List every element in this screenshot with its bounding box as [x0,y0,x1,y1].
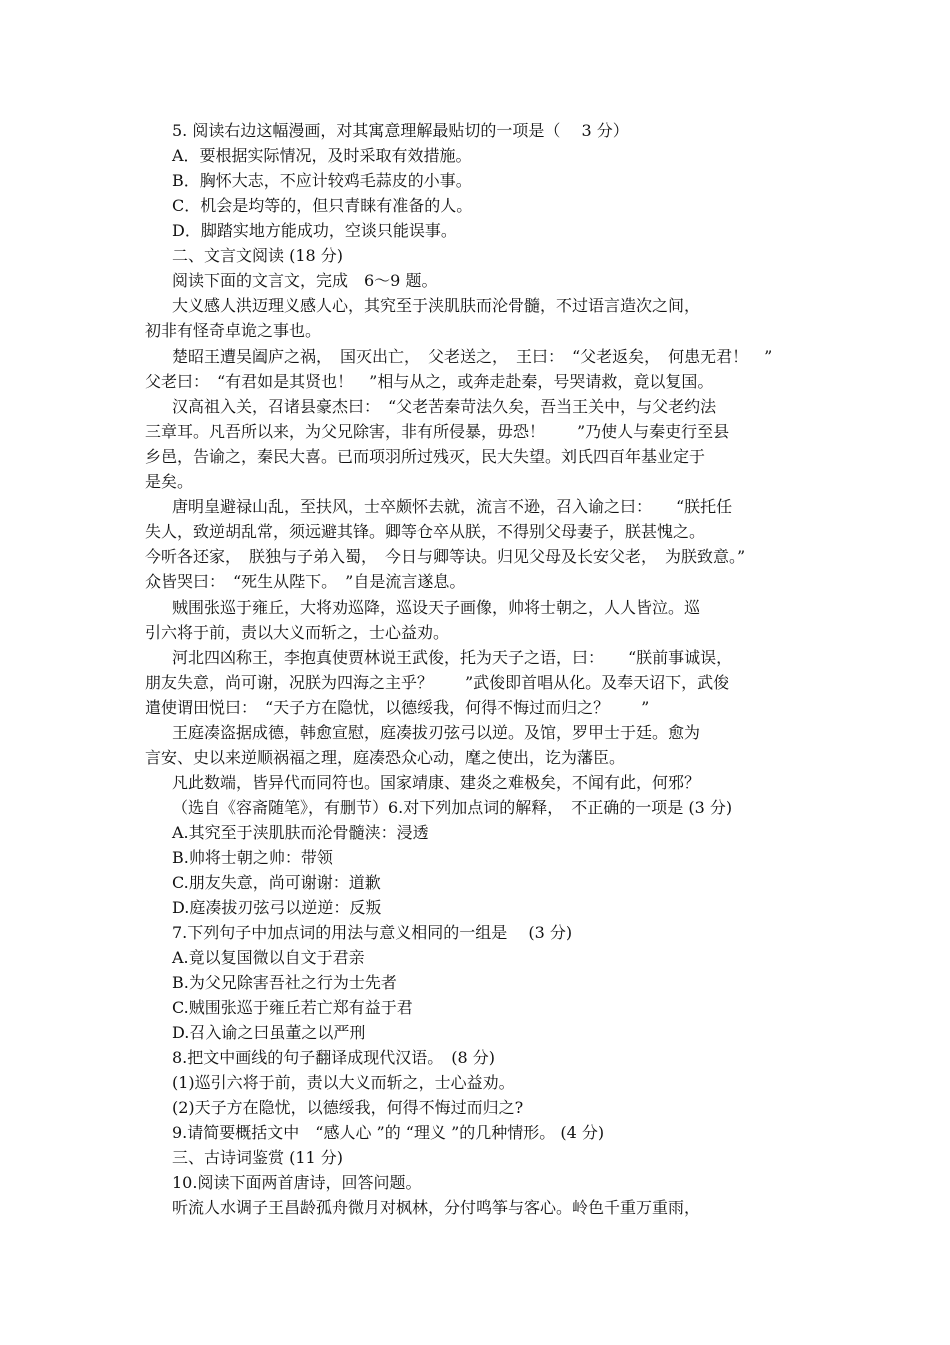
passage-line: 汉高祖入关，召诸县豪杰曰： “父老苦秦苛法久矣，吾当王关中，与父老约法 [172,397,717,416]
passage-line: 是矣。 [145,472,194,491]
passage-line: 失人，致逆胡乱常，须远避其锋。卿等仓卒从朕，不得别父母妻子，朕甚愧之。 [145,522,706,541]
section2-heading: 二、文言文阅读 (18 分) [172,246,344,265]
poem-line: 听流人水调子王昌龄孤舟微月对枫林，分付鸣筝与客心。岭色千重万重雨， [172,1198,701,1217]
q6-option-a: A.其究至于浃肌肤而沦骨髓浃：浸透 [172,823,429,842]
passage-line: 父老曰： “有君如是其贤也！ ”相与从之，或奔走赴秦，号哭请救，竟以复国。 [145,372,714,391]
q5-option-c: C．机会是均等的，但只青睐有准备的人。 [172,196,473,215]
passage-line: 三章耳。凡吾所以来，为父兄除害，非有所侵暴，毋恐！ ”乃使人与秦吏行至县 [145,422,730,441]
section3-heading: 三、古诗词鉴赏 (11 分) [172,1148,344,1167]
passage-line: 朋友失意，尚可谢，况朕为四海之主乎？ ”武俊即首唱从化。及奉天诏下，武俊 [145,673,730,692]
passage-line: 言安、史以来逆顺祸福之理，庭凑恐众心动，麾之使出，讫为藩臣。 [145,748,626,767]
passage-line: 王庭凑盗据成德，韩愈宣慰，庭凑拔刃弦弓以逆。及馆，罗甲士于廷。愈为 [172,723,701,742]
passage-line: 唐明皇避禄山乱，至扶风，士卒颇怀去就，流言不逊，召入谕之曰： “朕托任 [172,497,733,516]
q7-option-c: C.贼围张巡于雍丘若亡郑有益于君 [172,998,413,1017]
q7-stem: 7.下列句子中加点词的用法与意义相同的一组是 (3 分) [172,923,573,942]
passage-line: 乡邑，告谕之，秦民大喜。已而项羽所过残灭，民大失望。刘氏四百年基业定于 [145,447,706,466]
q8-item-1: (1)巡引六将于前，责以大义而斩之，士心益劝。 [172,1073,515,1092]
q8-stem: 8.把文中画线的句子翻译成现代汉语。 (8 分) [172,1048,496,1067]
passage-line: 遣使谓田悦曰： “天子方在隐忧，以德绥我，何得不悔过而归之？ ” [145,698,650,717]
passage-line: 楚昭王遭吴阖庐之祸， 国灭出亡， 父老送之， 王曰： “父老返矣， 何患无君！ ” [172,347,773,366]
q5-option-b: B．胸怀大志，不应计较鸡毛蒜皮的小事。 [172,171,472,190]
passage-line: 初非有怪奇卓诡之事也。 [145,321,322,340]
passage-line: 引六将于前，责以大义而斩之，士心益劝。 [145,623,450,642]
passage-source-q6-stem: （选自《容斋随笔》，有删节）6.对下列加点词的解释， 不正确的一项是 (3 分) [172,798,733,817]
q7-option-d: D.召入谕之曰虽董之以严刑 [172,1023,366,1042]
passage-line: 今听各还家， 朕独与子弟入蜀， 今日与卿等诀。归见父母及长安父老， 为朕致意。” [145,547,746,566]
passage-line: 河北四凶称王，李抱真使贾林说王武俊，托为天子之语，曰： “朕前事诚误， [172,648,733,667]
q7-option-a: A.竟以复国微以自文于君亲 [172,948,365,967]
section2-instruction: 阅读下面的文言文，完成 6～9 题。 [172,271,438,290]
q6-option-d: D.庭凑拔刃弦弓以逆逆：反叛 [172,898,382,917]
q6-option-c: C.朋友失意，尚可谢谢：道歉 [172,873,381,892]
q7-option-b: B.为父兄除害吾社之行为士先者 [172,973,397,992]
passage-line: 贼围张巡于雍丘，大将劝巡降，巡设天子画像，帅将士朝之，人人皆泣。巡 [172,598,701,617]
passage-line: 众皆哭曰： “死生从陛下。 ”自是流言遂息。 [145,572,466,591]
q5-option-d: D．脚踏实地方能成功，空谈只能误事。 [172,221,457,240]
q5-stem: 5. 阅读右边这幅漫画，对其寓意理解最贴切的一项是（ 3 分） [172,121,629,140]
q9-stem: 9.请简要概括文中 “感人心 ”的 “理义 ”的几种情形。 (4 分) [172,1123,605,1142]
q6-option-b: B.帅将士朝之帅：带领 [172,848,333,867]
q8-item-2: (2)天子方在隐忧，以德绥我，何得不悔过而归之? [172,1098,524,1117]
q5-option-a: A．要根据实际情况，及时采取有效措施。 [172,146,472,165]
q10-stem: 10.阅读下面两首唐诗，回答问题。 [172,1173,422,1192]
passage-line: 凡此数端，皆异代而同符也。国家靖康、建炎之难极矣，不闻有此，何邪？ [172,773,701,792]
passage-line: 大义感人洪迈理义感人心，其究至于浃肌肤而沦骨髓，不过语言造次之间， [172,296,701,315]
